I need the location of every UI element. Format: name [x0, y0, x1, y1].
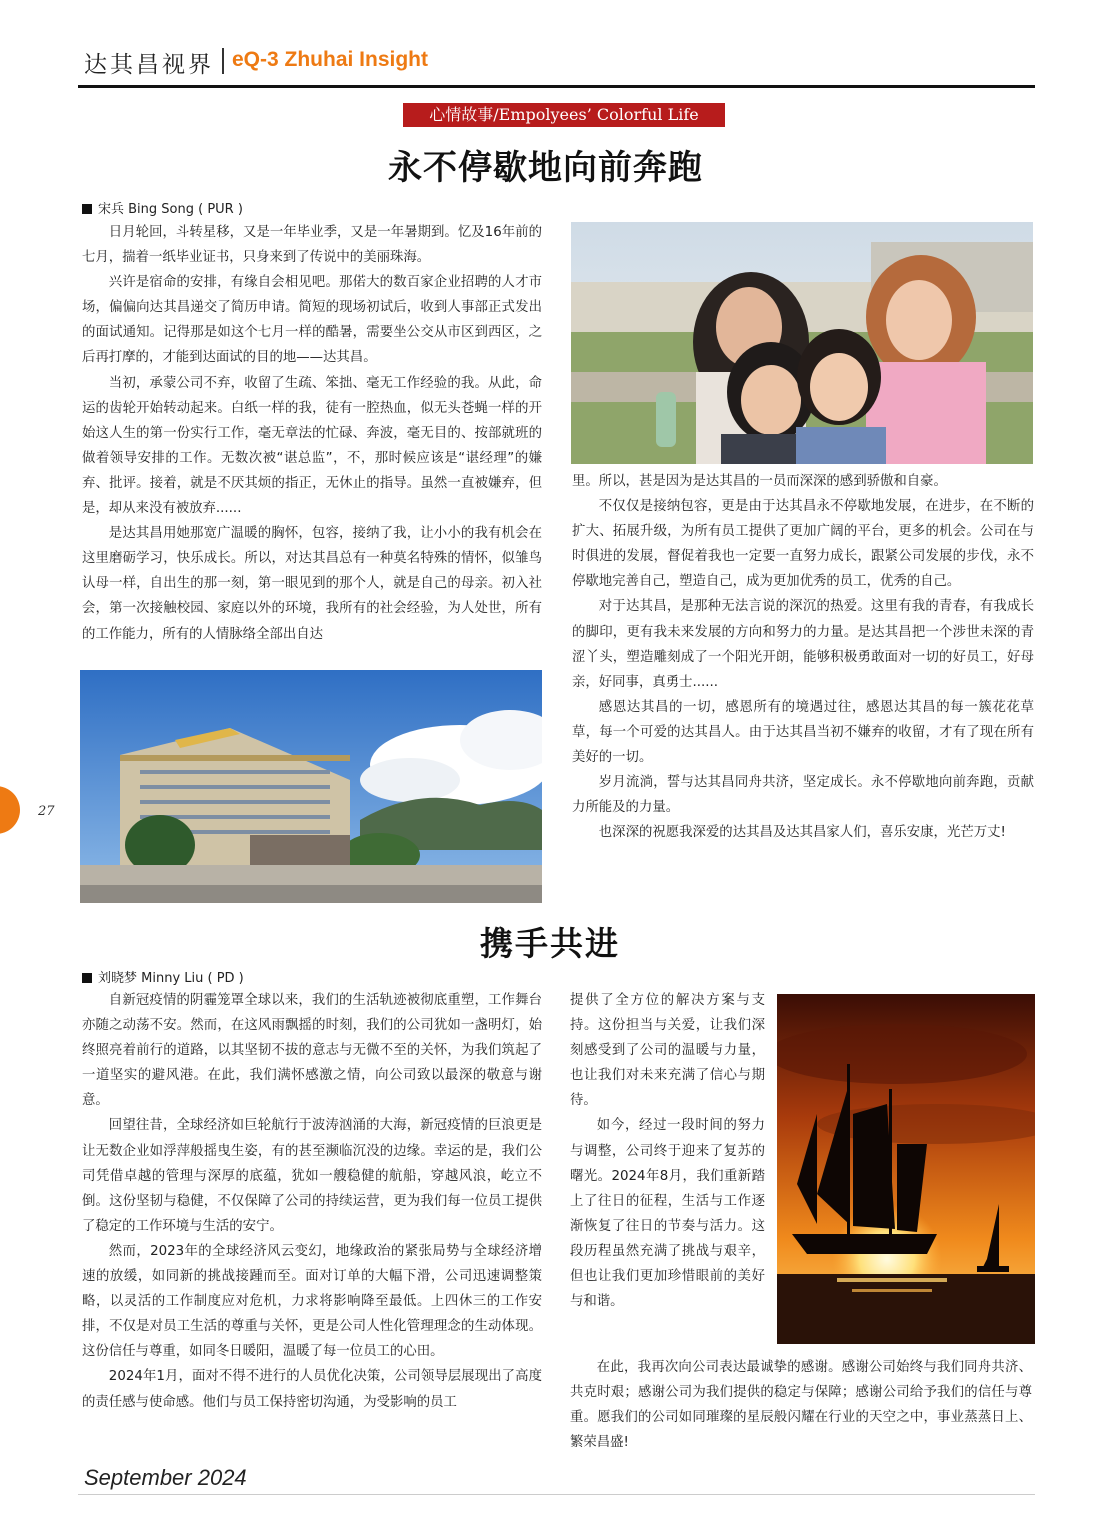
magazine-title-cn: 达其昌视界 [84, 52, 214, 78]
article2-author: 刘晓梦 Minny Liu ( PD ) [98, 971, 244, 986]
byline-square-icon [82, 204, 92, 214]
article2-column-middle [570, 988, 765, 1314]
paragraph: 感恩达其昌的一切，感恩所有的境遇过往，感恩达其昌的每一簇花花草草，每一个可爱的达其昌人。由于达其昌当初不嫌弃的收留，才有了现在所有美好的一切。 [572, 699, 1034, 766]
page-number: 27 [38, 804, 55, 819]
article1-column-right [572, 469, 1034, 845]
article1-column-left [82, 220, 542, 647]
sailboat-sunset-image [777, 994, 1035, 1344]
article2-byline [82, 967, 244, 986]
paragraph: 如今，经过一段时间的努力与调整，公司终于迎来了复苏的曙光。2024年8月，我们重新踏上了往日的征程，生活与工作逐渐恢复了往日的节奏与活力。这段历程虽然充满了挑战与艰辛，但也让我们更加珍惜眼前的美好与和谐。 [570, 1118, 765, 1310]
office-building-image [80, 670, 542, 903]
header-rule [78, 85, 1035, 88]
paragraph: 是达其昌用她那宽广温暖的胸怀，包容，接纳了我，让小小的我有机会在这里磨砺学习，快乐成长。所以，对达其昌总有一种莫名特殊的情怀，似雏鸟认母一样，自出生的那一刻，第一眼见到的那个人，就是自己的母亲。初入社会，第一次接触校园、家庭以外的环境，我所有的社会经验，为人处世，所有的工作能力，所有的人情脉络全部出自达 [82, 526, 542, 642]
article2-title: 携手共进 [480, 924, 620, 963]
paragraph: 自新冠疫情的阴霾笼罩全球以来，我们的生活轨迹被彻底重塑，工作舞台亦随之动荡不安。然而，在这风雨飘摇的时刻，我们的公司犹如一盏明灯，始终照亮着前行的道路，以其坚韧不拔的意志与无微不至的关怀，为我们筑起了一道坚实的避风港。在此，我们满怀感激之情，向公司致以最深的敬意与谢意。 [82, 993, 542, 1109]
issue-date: September 2024 [84, 1465, 247, 1490]
paragraph: 然而，2023年的全球经济风云变幻，地缘政治的紧张局势与全球经济增速的放缓，如同新的挑战接踵而至。面对订单的大幅下滑，公司迅速调整策略，以灵活的工作制度应对危机，力求将影响降至最低。上四休三的工作安排，不仅是对员工生活的尊重与关怀，更是公司人性化管理理念的生动体现。这份信任与尊重，如同冬日暖阳，温暖了每一位员工的心田。 [82, 1243, 542, 1360]
byline-square-icon [82, 973, 92, 983]
paragraph: 日月轮回，斗转星移，又是一年毕业季，又是一年暑期到。忆及16年前的七月，揣着一纸毕业证书，只身来到了传说中的美丽珠海。 [82, 225, 542, 266]
article1-author: 宋兵 Bing Song ( PUR ) [98, 202, 243, 217]
paragraph: 对于达其昌，是那种无法言说的深沉的热爱。这里有我的青春，有我成长的脚印，更有我未来发展的方向和努力的力量。是达其昌把一个涉世未深的青涩丫头，塑造雕刻成了一个阳光开朗，能够积极勇敢面对一切的好员工，好母亲，好同事，真勇士...... [572, 599, 1034, 690]
group-photo-image [571, 222, 1033, 464]
article2-column-left [82, 988, 542, 1415]
paragraph: 当初，承蒙公司不弃，收留了生疏、笨拙、毫无工作经验的我。从此，命运的齿轮开始转动起来。白纸一样的我，徒有一腔热血，似无头苍蝇一样的开始这人生的第一份实行工作，毫无章法的忙碌、奔波，毫无目的、按部就班的做着领导安排的工作。无数次被“谌总监”，不，那时候应该是“谌经理”的嫌弃、批评。接着，就是不厌其烦的指正，无休止的指导。虽然一直被嫌弃，但是，却从来没有被放弃...... [82, 375, 542, 517]
magazine-title-en: eQ-3 Zhuhai Insight [232, 48, 429, 71]
article2-column-bottom [570, 1355, 1032, 1455]
article1-byline [82, 198, 243, 217]
paragraph: 在此，我再次向公司表达最诚挚的感谢。感谢公司始终与我们同舟共济、共克时艰；感谢公司为我们提供的稳定与保障；感谢公司给予我们的信任与尊重。愿我们的公司如同璀璨的星辰般闪耀在行业的天空之中，事业蒸蒸日上、繁荣昌盛! [570, 1360, 1032, 1451]
section-banner: 心情故事/Empolyees’ Colorful Life [403, 103, 725, 127]
footer-rule [78, 1494, 1035, 1495]
paragraph: 提供了全方位的解决方案与支持。这份担当与关爱，让我们深刻感受到了公司的温暖与力量，也让我们对未来充满了信心与期待。 [570, 993, 765, 1109]
header-divider [222, 48, 224, 74]
paragraph: 也深深的祝愿我深爱的达其昌及达其昌家人们，喜乐安康，光芒万丈! [598, 825, 1006, 841]
paragraph: 兴许是宿命的安排，有缘自会相见吧。那偌大的数百家企业招聘的人才市场，偏偏向达其昌递交了简历申请。简短的现场初试后，收到人事部正式发出的面试通知。记得那是如这个七月一样的酷暑，需要坐公交从市区到西区，之后再打摩的，才能到达面试的目的地——达其昌。 [82, 275, 542, 366]
page-tab [0, 786, 20, 834]
paragraph: 岁月流淌，誓与达其昌同舟共济，坚定成长。永不停歇地向前奔跑，贡献力所能及的力量。 [572, 775, 1034, 816]
article1-title: 永不停歇地向前奔跑 [388, 148, 703, 188]
paragraph: 里。所以，甚是因为是达其昌的一员而深深的感到骄傲和自豪。 [572, 474, 947, 489]
paragraph: 2024年1月，面对不得不进行的人员优化决策，公司领导层展现出了高度的责任感与使命感。他们与员工保持密切沟通，为受影响的员工 [82, 1369, 542, 1410]
paragraph: 回望往昔，全球经济如巨轮航行于波涛汹涌的大海，新冠疫情的巨浪更是让无数企业如浮萍般摇曳生姿，有的甚至濒临沉没的边缘。幸运的是，我们公司凭借卓越的管理与深厚的底蕴，犹如一艘稳健的航船，穿越风浪，屹立不倒。这份坚韧与稳健，不仅保障了公司的持续运营，更为我们每一位员工提供了稳定的工作环境与生活的安宁。 [82, 1118, 542, 1234]
paragraph: 不仅仅是接纳包容，更是由于达其昌永不停歇地发展，在进步，在不断的扩大、拓展升级，为所有员工提供了更加广阔的平台，更多的机会。公司在与时俱进的发展，督促着我也一定要一直努力成长，跟紧公司发展的步伐，永不停歇地完善自己，塑造自己，成为更加优秀的员工，优秀的自己。 [572, 499, 1034, 590]
